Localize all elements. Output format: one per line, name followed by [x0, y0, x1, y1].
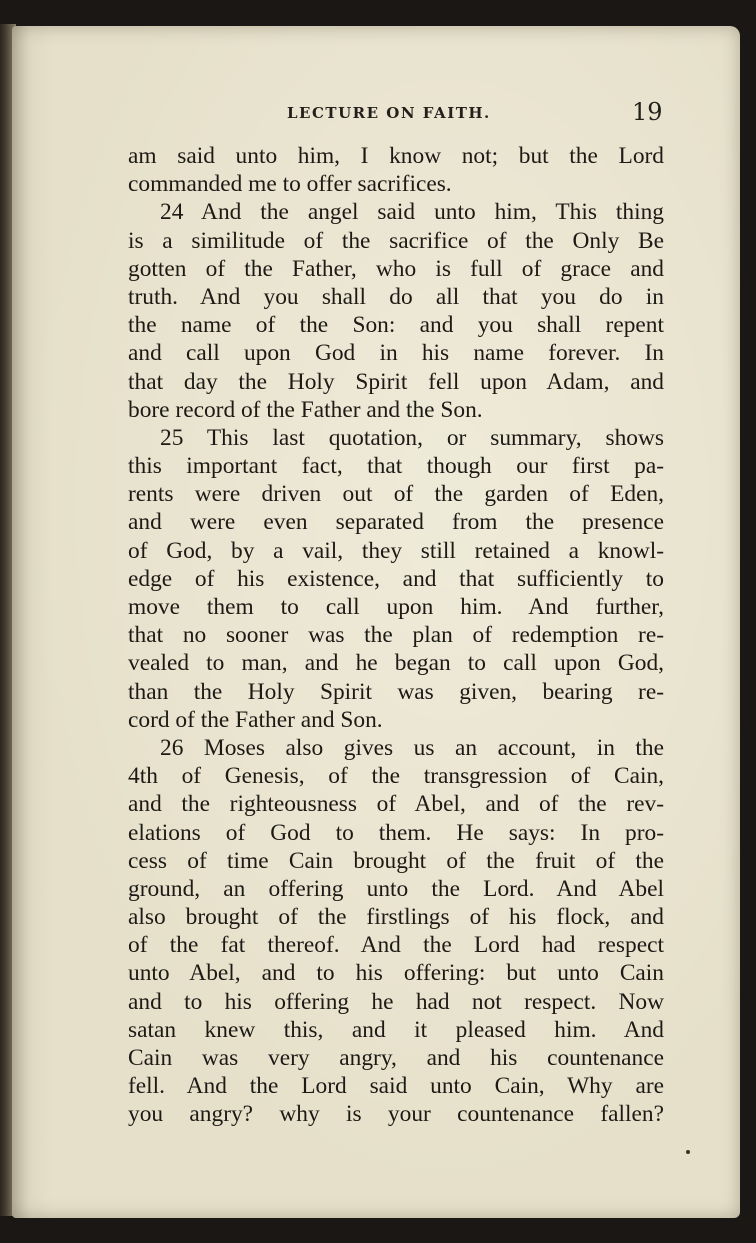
text-line: bore record of the Father and the Son.	[128, 396, 483, 423]
text-line: and call upon God in his name forever. In	[128, 340, 664, 367]
text-line: and the righteousness of Abel, and of the rev-	[128, 791, 664, 818]
body-text	[128, 142, 664, 1129]
text-line: move them to call upon him. And further,	[128, 594, 664, 620]
text-line: is a similitude of the sacrifice of the Only Be	[128, 227, 664, 254]
text-line: this important fact, that though our first pa-	[128, 453, 664, 480]
text-line: than the Holy Spirit was given, bearing re-	[128, 678, 664, 705]
text-line: truth. And you shall do all that you do in	[128, 283, 664, 310]
text-line: that no sooner was the plan of redemption re-	[128, 622, 664, 649]
text-line: rents were driven out of the garden of Eden,	[128, 481, 664, 508]
text-line: am said unto him, I know not; but the Lord	[128, 143, 664, 169]
text-line: you angry? why is your countenance fallen?	[128, 1101, 664, 1128]
text-line: vealed to man, and he began to call upon God,	[128, 650, 664, 677]
text-line: satan knew this, and it pleased him. And	[128, 1016, 664, 1043]
text-line: cord of the Father and Son.	[128, 706, 383, 733]
text-line: cess of time Cain brought of the fruit of the	[128, 847, 664, 874]
text-line: 26 Moses also gives us an account, in the	[160, 734, 664, 761]
text-line: 25 This last quotation, or summary, shows	[160, 424, 664, 451]
text-line: that day the Holy Spirit fell upon Adam, and	[128, 368, 664, 395]
text-line: 4th of Genesis, of the transgression of Cain,	[128, 763, 664, 790]
page-header	[0, 98, 756, 128]
text-line: unto Abel, and to his offering: but unto Cain	[128, 960, 664, 987]
text-line: 24 And the angel said unto him, This thing	[160, 199, 664, 226]
text-line: and to his offering he had not respect. Now	[128, 988, 664, 1015]
text-line: of God, by a vail, they still retained a knowl-	[128, 537, 664, 564]
text-line: also brought of the firstlings of his flock, and	[128, 904, 664, 931]
text-line: fell. And the Lord said unto Cain, Why are	[128, 1073, 664, 1100]
page-number: 19	[632, 98, 663, 126]
text-line: Cain was very angry, and his countenance	[128, 1045, 664, 1071]
text-line: ground, an offering unto the Lord. And Abel	[128, 875, 664, 902]
running-title: LECTURE ON FAITH.	[287, 104, 491, 122]
text-line: gotten of the Father, who is full of grace and	[128, 255, 664, 282]
text-line: and were even separated from the presence	[128, 509, 664, 536]
text-line: elations of God to them. He says: In pro-	[128, 819, 664, 846]
text-line: the name of the Son: and you shall repent	[128, 312, 664, 339]
ink-speck	[686, 1150, 690, 1154]
text-line: commanded me to offer sacrifices.	[128, 171, 452, 198]
text-line: of the fat thereof. And the Lord had respect	[128, 932, 664, 959]
text-line: edge of his existence, and that sufficiently to	[128, 565, 664, 592]
